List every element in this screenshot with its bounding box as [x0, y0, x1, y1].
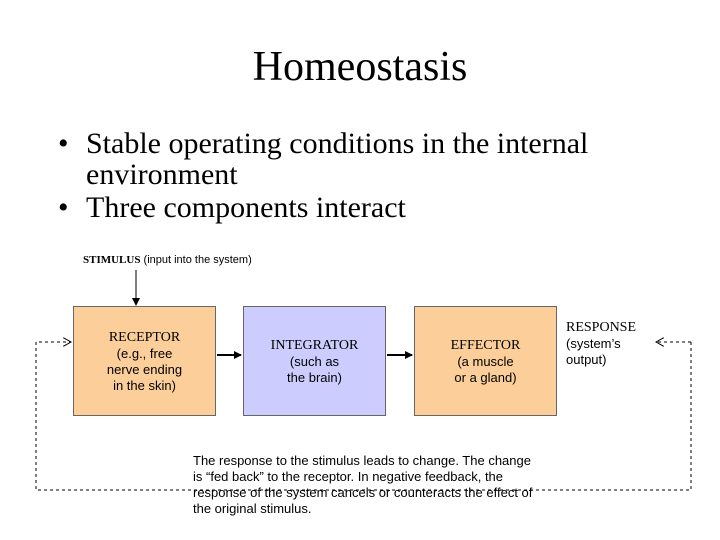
response-name: RESPONSE [566, 320, 637, 335]
integrator-name: INTEGRATOR [270, 337, 359, 353]
receptor-desc-line: in the skin) [113, 377, 176, 393]
effector-name: EFFECTOR [450, 337, 521, 353]
bullet-dot: • [58, 127, 69, 160]
bullet-text: Stable operating conditions in the internal environment [86, 127, 589, 191]
feedback-note: The response to the stimulus leads to change. The change is “fed back” to the receptor. In negative feedback, the response of the system cancels or counteracts the effect of the original stimulus. [193, 453, 533, 516]
stimulus-title: STIMULUS [83, 254, 141, 266]
integrator-desc-line: the brain) [287, 369, 342, 385]
integrator-box [243, 306, 386, 416]
bullet-dot: • [58, 191, 69, 224]
bullet-text: Three components interact [86, 191, 406, 224]
receptor-desc-line: nerve ending [106, 361, 183, 377]
receptor-desc-line: (e.g., free [116, 345, 173, 361]
receptor-box [73, 306, 216, 416]
receptor-name: RECEPTOR [108, 329, 181, 345]
response-desc-line: output) [566, 352, 607, 367]
effector-box [414, 306, 557, 416]
effector-desc-line: (a muscle [457, 353, 514, 369]
stimulus-description: (input into the system) [140, 254, 252, 266]
slide-title: Homeostasis [252, 44, 468, 90]
response-label [566, 320, 656, 368]
integrator-desc-line: (such as [289, 353, 340, 369]
response-desc-line: (system’s [566, 336, 621, 351]
effector-desc-line: or a gland) [454, 369, 517, 385]
